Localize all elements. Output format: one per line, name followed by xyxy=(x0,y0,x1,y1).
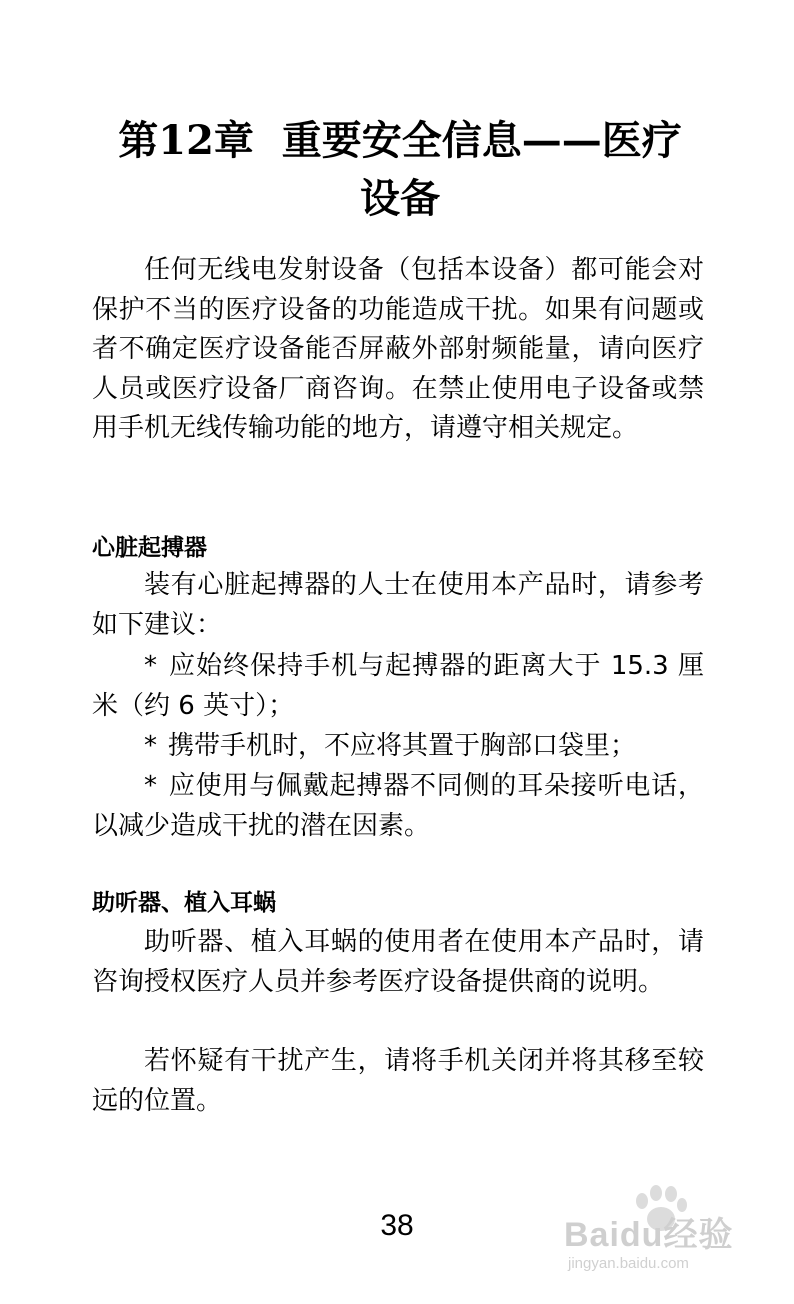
pacemaker-item-2 xyxy=(92,727,704,767)
bullet-symbol: * xyxy=(144,771,157,801)
pacemaker-intro: 装有心脏起搏器的人士在使用本产品时，请参考如下建议： xyxy=(92,570,704,640)
hearing-paragraph-2: 若怀疑有干扰产生，请将手机关闭并将其移至较远的位置。 xyxy=(92,1046,704,1116)
watermark-brand: Baidu经验 xyxy=(564,1216,734,1254)
bullet-symbol: * xyxy=(144,731,157,761)
pacemaker-item-text: 应使用与佩戴起搏器不同侧的耳朵接听电话，以减少造成干扰的潜在因素。 xyxy=(92,771,704,841)
chapter-title-line2: 设备 xyxy=(360,175,440,222)
pacemaker-item-text: 携带手机时，不应将其置于胸部口袋里； xyxy=(168,731,637,761)
pacemaker-item-3 xyxy=(92,767,704,846)
intro-paragraph: 任何无线电发射设备（包括本设备）都可能会对保护不当的医疗设备的功能造成干扰。如果有问题或者不确定医疗设备能否屏蔽外部射频能量，请向医疗人员或医疗设备厂商咨询。在禁止使用电子设备或禁用手机无线传输功能的地方，请遵守相关规定。 xyxy=(92,255,704,443)
bullet-symbol: * xyxy=(144,651,157,681)
hearing-paragraph-1: 助听器、植入耳蜗的使用者在使用本产品时，请咨询授权医疗人员并参考医疗设备提供商的说明。 xyxy=(92,927,704,997)
watermark-url: jingyan.baidu.com xyxy=(568,1255,689,1272)
pacemaker-item-1 xyxy=(92,647,704,726)
hearing-heading: 助听器、植入耳蜗 xyxy=(92,890,276,916)
pacemaker-item-text: 应始终保持手机与起搏器的距离大于 15.3 厘米（约 6 英寸）； xyxy=(92,651,704,721)
chapter-title-line1: 第12章 重要安全信息——医疗 xyxy=(118,117,682,164)
chapter-title xyxy=(60,112,740,228)
page-number: 38 xyxy=(380,1209,414,1242)
pacemaker-heading: 心脏起搏器 xyxy=(92,535,207,561)
baidu-watermark xyxy=(558,1185,758,1290)
